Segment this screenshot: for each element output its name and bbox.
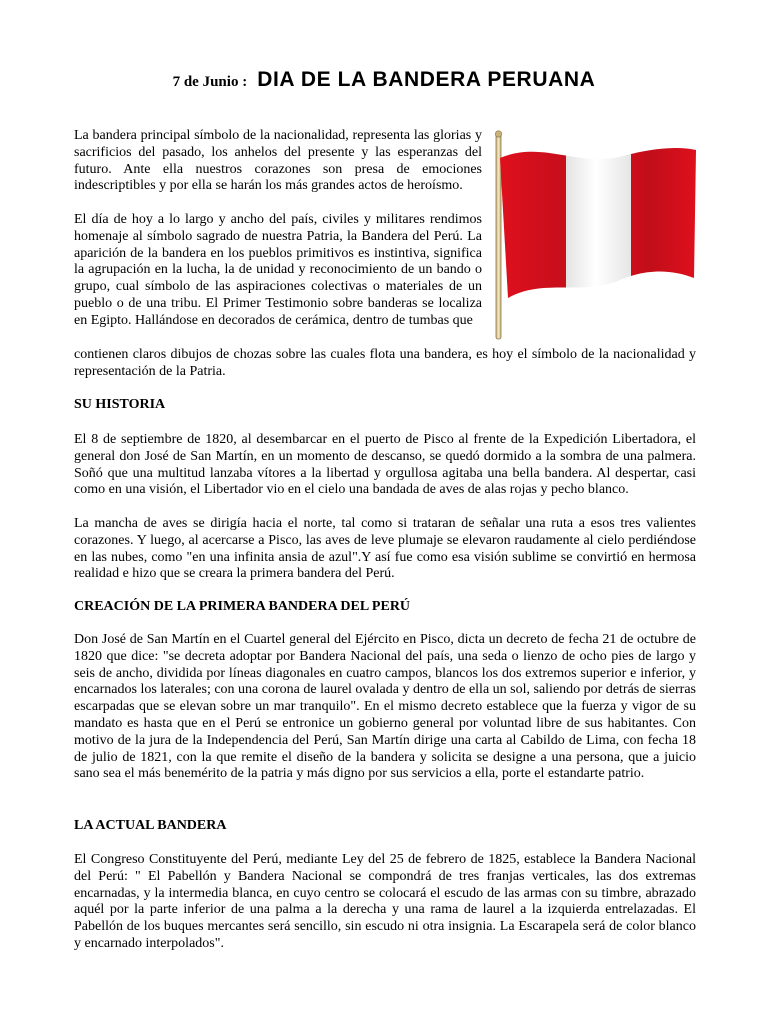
flag-image: [488, 128, 703, 343]
historia-paragraph-2: La mancha de aves se dirigía hacia el norte, tal como si trataran de señalar una ruta a esos tres valientes corazones. Y luego, al acercarse a Pisco, las aves de leve plumaje se elevaron raudamente al cielo perdiéndose en las nubes, como "en una infinita ansia de azul".Y así fue como esa visión sublime se convirtió en hermosa realidad e hizo que se creara la primera bandera del Perú.: [74, 516, 696, 582]
intro-paragraph-2-continued: contienen claros dibujos de chozas sobre las cuales flota una bandera, es hoy el símbolo de la nacionalidad y representación de la Patria.: [74, 347, 696, 379]
flag-pole: [496, 134, 501, 339]
section-heading-historia: SU HISTORIA: [74, 397, 166, 412]
intro-paragraph-1: La bandera principal símbolo de la nacionalidad, representa las glorias y sacrificios del pasado, los anhelos del presente y las esperanzas del futuro. Ante ella nuestros corazones son presa de emociones indescriptibles y por ella se harán los más grandes actos de heroísmo.: [74, 128, 482, 194]
actual-paragraph-1: El Congreso Constituyente del Perú, mediante Ley del 25 de febrero de 1825, establece la Bandera Nacional del Perú: " El Pabellón y Bandera Nacional se compondrá de tres franjas verticales, las dos extremas encarnadas, y la intermedia blanca, en cuyo centro se colocará el escudo de las armas con su timbre, abrazado aquél por la parte inferior de una palma a la derecha y una rama de laurel a la izquierda entrelazadas. El Pabellón de los buques mercantes será sencillo, sin escudo ni otra insignia. La Escarapela será de color blanco y encarnado interpolados".: [74, 852, 696, 951]
intro-paragraph-2: El día de hoy a lo largo y ancho del país, civiles y militares rendimos homenaje al símbolo sagrado de nuestra Patria, la Bandera del Perú. La aparición de la bandera en los pueblos primitivos es instintiva, significa la agrupación en la lucha, la de unidad y reconocimiento de un bando o grupo, cual símbolo de las aspiraciones colectivas o materiales de un pueblo o de una tribu. El Primer Testimonio sobre banderas se localiza en Egipto. Hallándose en decorados de cerámica, dentro de tumbas que: [74, 212, 482, 328]
peruvian-flag-icon: [488, 128, 703, 343]
page-title: [0, 68, 768, 92]
section-heading-actual: LA ACTUAL BANDERA: [74, 818, 227, 833]
creacion-paragraph-1: Don José de San Martín en el Cuartel general del Ejército en Pisco, dicta un decreto de fecha 21 de octubre de 1820 que dice: "se decreta adoptar por Bandera Nacional del país, una seda o lienzo de ocho pies de largo y seis de ancho, dividida por líneas diagonales en cuatro campos, blancos los dos extremos superior e inferior, y encarnados los laterales; con una corona de laurel ovalada y dentro de ella un sol, saliendo por detrás de sierras escarpadas que se elevan sobre un mar tranquilo". En el mismo decreto establece que la fuerza y vigor de su mandato es hasta que en el Perú se entronice un gobierno general por voluntad libre de sus habitantes. Con motivo de la jura de la Independencia del Perú, San Martín dirige una carta al Cabildo de Lima, con fecha 18 de julio de 1821, con la que remite el diseño de la bandera y solicita se designe a una persona, que a juicio sano sea el más benemérito de la patria y más digno por sus servicios a ella, porte el estandarte patrio.: [74, 632, 696, 782]
flag-cloth: [488, 128, 703, 343]
section-heading-creacion: CREACIÓN DE LA PRIMERA BANDERA DEL PERÚ: [74, 599, 411, 614]
title-main: DIA DE LA BANDERA PERUANA: [257, 68, 596, 91]
title-date: 7 de Junio :: [172, 74, 248, 90]
historia-paragraph-1: El 8 de septiembre de 1820, al desembarcar en el puerto de Pisco al frente de la Expedición Libertadora, el general don José de San Martín, en un momento de descanso, se quedó dormido a la sombra de una palmera. Soñó que una multitud lanzaba vítores a la libertad y orgullosa agitaba una bella bandera. Al despertar, casi como en una visión, el Libertador vio en el cielo una bandada de aves de alas rojas y pecho blanco.: [74, 432, 696, 498]
